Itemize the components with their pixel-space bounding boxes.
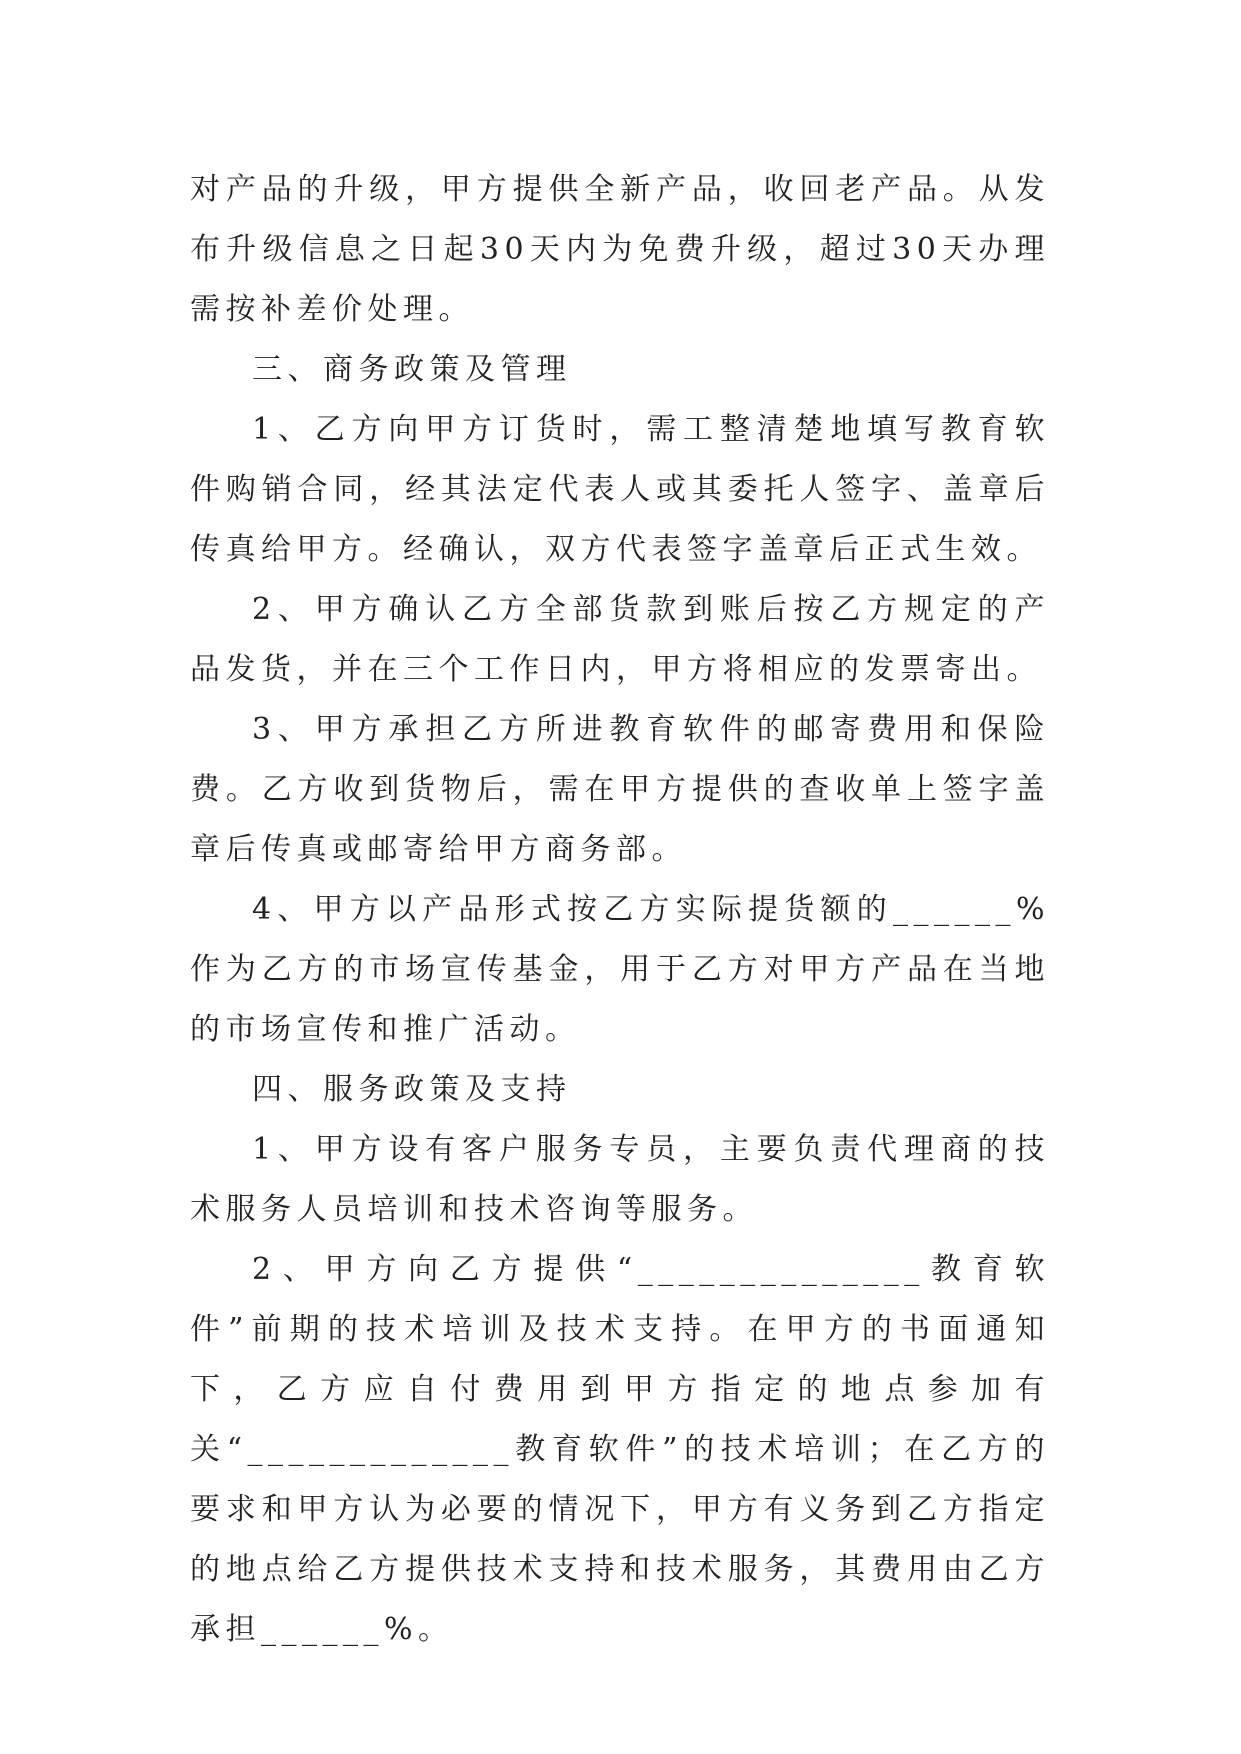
paragraph-business-1: 1、乙方向甲方订货时，需工整清楚地填写教育软件购销合同，经其法定代表人或其委托人签字、盖章后传真给甲方。经确认，双方代表签字盖章后正式生效。 <box>190 412 1050 567</box>
paragraph-upgrade-policy: 对产品的升级，甲方提供全新产品，收回老产品。从发布升级信息之日起30天内为免费升级，超过30天办理需按补差价处理。 <box>190 172 1050 327</box>
document-body <box>190 160 1050 1660</box>
paragraph-business-2: 2、甲方确认乙方全部货款到账后按乙方规定的产品发货，并在三个工作日内，甲方将相应的发票寄出。 <box>190 592 1050 687</box>
section-heading-service-policy: 四、服务政策及支持 <box>252 1072 572 1107</box>
paragraph-business-4: 4、甲方以产品形式按乙方实际提货额的______%作为乙方的市场宣传基金，用于乙方对甲方产品在当地的市场宣传和推广活动。 <box>190 892 1050 1047</box>
paragraph-service-1: 1、甲方设有客户服务专员，主要负责代理商的技术服务人员培训和技术咨询等服务。 <box>190 1132 1050 1227</box>
paragraph-service-2: 2、甲方向乙方提供“______________教育软件”前期的技术培训及技术支持。在甲方的书面通知下，乙方应自付费用到甲方指定的地点参加有关“_____________教育软件”的技术培训；在乙方的要求和甲方认为必要的情况下，甲方有义务到乙方指定的地点给乙方提供技术支持和技术服务，其费用由乙方承担______%。 <box>190 1252 1050 1647</box>
paragraph-business-3: 3、甲方承担乙方所进教育软件的邮寄费用和保险费。乙方收到货物后，需在甲方提供的查收单上签字盖章后传真或邮寄给甲方商务部。 <box>190 712 1050 867</box>
section-heading-business-policy: 三、商务政策及管理 <box>252 352 572 387</box>
